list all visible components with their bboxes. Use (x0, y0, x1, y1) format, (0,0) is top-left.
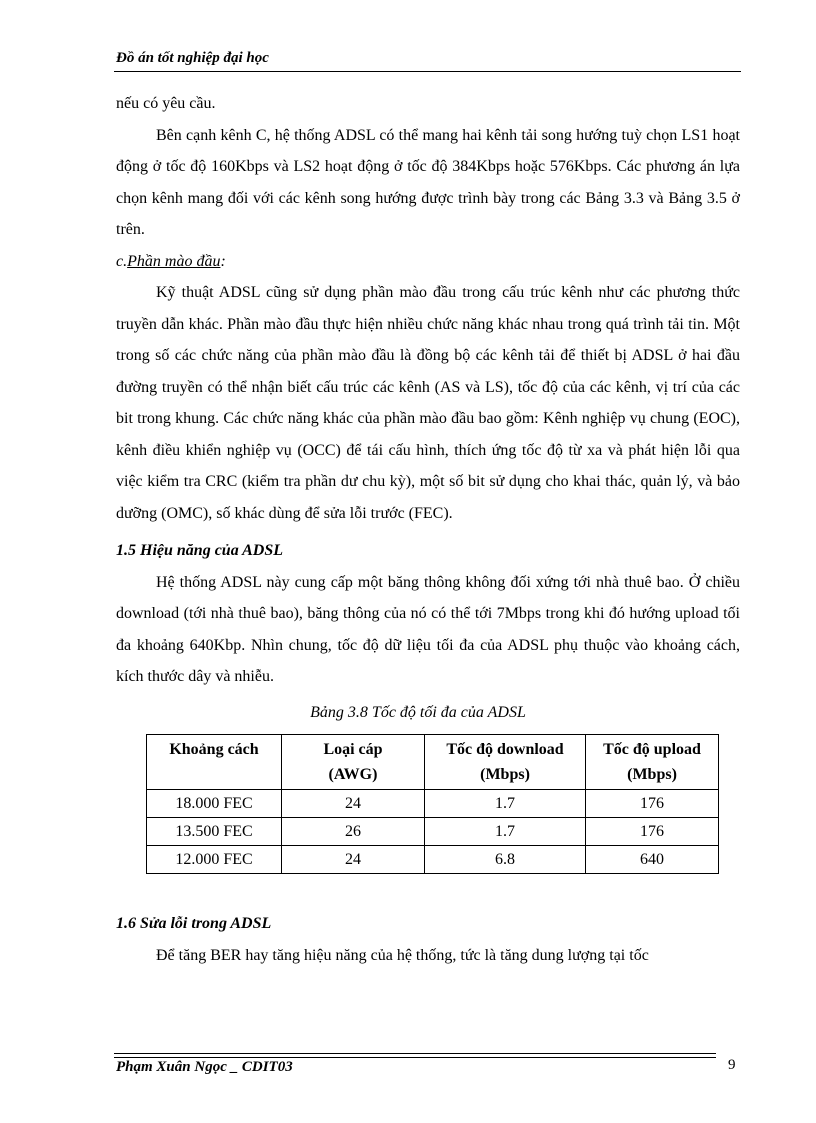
table-row (147, 846, 719, 874)
footer-rule (114, 1053, 716, 1054)
header-download-label: Tốc độ download (446, 741, 564, 758)
speed-table (146, 734, 719, 874)
table-cell: 640 (586, 846, 719, 874)
header-download-unit: (Mbps) (480, 766, 530, 783)
paragraph-continuation: nếu có yêu cầu. (116, 95, 216, 112)
header-upload-unit: (Mbps) (627, 766, 677, 783)
header-rule (114, 71, 741, 72)
paragraph-channels: Bên cạnh kênh C, hệ thống ADSL có thể mang hai kênh tải song hướng tuỳ chọn LS1 hoạt động ở tốc độ 160Kbps và LS2 hoạt động ở tốc độ 384Kbps hoặc 576Kbps. Các phương án lựa chọn kênh mang đối với các kênh song hướng được trình bày trong các Bảng 3.3 và Bảng 3.5 ở trên. (116, 126, 740, 238)
subheading-title: Phần mào đầu (127, 252, 221, 270)
footer-rule (114, 1057, 716, 1058)
page-body (116, 88, 740, 971)
header-upload (586, 735, 719, 790)
header-cable (282, 735, 425, 790)
subheading-overhead (116, 246, 740, 278)
table-cell: 18.000 FEC (147, 790, 282, 818)
subheading-suffix: : (220, 252, 226, 270)
page-number: 9 (728, 1057, 736, 1073)
subheading-prefix: c. (116, 252, 128, 270)
table-cell: 12.000 FEC (147, 846, 282, 874)
section-heading-performance: 1.5 Hiệu năng của ADSL (116, 542, 283, 559)
header-cable-label: Loại cáp (323, 741, 383, 758)
paragraph-overhead: Kỹ thuật ADSL cũng sử dụng phần mào đầu trong cấu trúc kênh như các phương thức truyền dẫn khác. Phần mào đầu thực hiện nhiều chức năng khác nhau trong quá trình tải tin. Một trong số các chức năng của phần mào đầu là đồng bộ các kênh tải để thiết bị ADSL ở hai đầu đường truyền có thể nhận biết cấu trúc các kênh (AS và LS), tốc độ của các kênh, vị trí của các bit trong khung. Các chức năng khác của phần mào đầu bao gồm: Kênh nghiệp vụ chung (EOC), kênh điều khiển nghiệp vụ (OCC) để tái cấu hình, thích ứng tốc độ từ xa và phát hiện lỗi qua việc kiểm tra CRC (kiểm tra phần dư chu kỳ), một số bit sử dụng cho khai thác, quản lý, và bảo dưỡng (OMC), số khác dùng để sửa lỗi trước (FEC). (116, 284, 740, 522)
table-caption: Bảng 3.8 Tốc độ tối đa của ADSL (310, 703, 526, 721)
table-cell: 24 (282, 790, 425, 818)
paragraph-performance: Hệ thống ADSL này cung cấp một băng thông không đối xứng tới nhà thuê bao. Ở chiều download (tới nhà thuê bao), băng thông của nó có thể tới 7Mbps trong khi đó hướng upload tối đa khoảng 640Kbp. Nhìn chung, tốc độ dữ liệu tối đa của ADSL phụ thuộc vào khoảng cách, kích thước dây và nhiễu. (116, 573, 740, 685)
footer-author: Phạm Xuân Ngọc _ CDIT03 (116, 1059, 293, 1075)
table-cell: 24 (282, 846, 425, 874)
table-cell: 176 (586, 790, 719, 818)
table-cell: 1.7 (425, 790, 586, 818)
table-cell: 1.7 (425, 818, 586, 846)
table-cell: 13.500 FEC (147, 818, 282, 846)
header-distance-label: Khoảng cách (169, 741, 259, 758)
paragraph-error-correction: Để tăng BER hay tăng hiệu năng của hệ thống, tức là tăng dung lượng tại tốc (156, 946, 649, 964)
section-heading-error-correction: 1.6 Sửa lỗi trong ADSL (116, 915, 272, 932)
table-header-row (147, 735, 719, 790)
running-header: Đồ án tốt nghiệp đại học (116, 50, 269, 66)
table-cell: 176 (586, 818, 719, 846)
header-distance (147, 735, 282, 790)
table-row (147, 818, 719, 846)
table-cell: 26 (282, 818, 425, 846)
header-upload-label: Tốc độ upload (603, 741, 701, 758)
table-cell: 6.8 (425, 846, 586, 874)
table-row (147, 790, 719, 818)
header-cable-unit: (AWG) (328, 766, 378, 783)
header-download (425, 735, 586, 790)
